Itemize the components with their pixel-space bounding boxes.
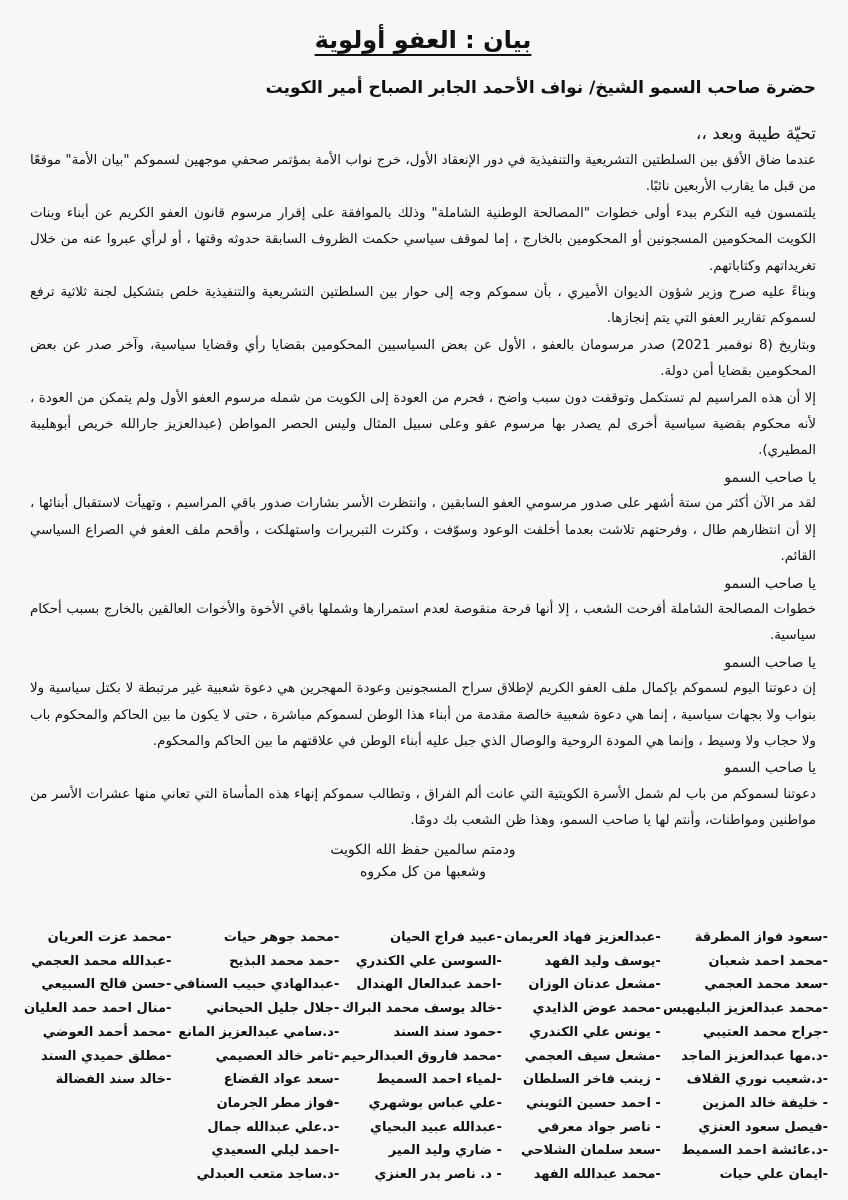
signatory-name: -جراح محمد العتيبي bbox=[702, 1024, 828, 1040]
signatory-name: -محمد عوض الذايدي bbox=[532, 1001, 661, 1017]
signatory-name: -د.عائشة احمد السميط bbox=[681, 1143, 828, 1159]
body-paragraph: إلا أن هذه المراسيم لم تستكمل وتوقفت دون سبب واضح ، فحرم من العودة إلى الكويت من شمله مرسوم العفو الأول ولم يتمكن من العودة ، لأنه محكوم بقضية سياسية أخرى لم يصدر بها مرسوم عفو وعلى سبيل المثال وليس الحصر المواطن (عبدالعزيز جارالله خريص أبوهليبة المطيري). bbox=[30, 390, 816, 459]
signatory-name: -احمد عبدالعال الهندال bbox=[356, 977, 502, 993]
closing-block bbox=[30, 839, 816, 883]
signatory-column bbox=[174, 926, 340, 1187]
signatory-name: -سعود فواز المطرقة bbox=[694, 930, 828, 945]
signatory-name: -حمود سند السند bbox=[393, 1024, 502, 1040]
body-paragraph: إن دعوتنا اليوم لسموكم بإكمال ملف العفو الكريم لإطلاق سراح المسجونين وعودة المهجرين هي دعوة شعبية غير مرتبطة لا بكتل سياسية ولا بنواب ولا بجهات سياسية ، إنما هي دعوة شعبية خالصة مقدمة من أبناء هذا الوطن لسموكم مباشرة ، حتى لا يكون ما بين الحاكم والمحكوم باب ولا حجاب ولا وسيط ، وإنما هي المودة الروحية والوصال الذي جبل عليه أبناء الوطن في علاقتهم ما بين الحاكم والمحكوم. bbox=[30, 681, 816, 749]
signatory-name: -خالد سند الفضالة bbox=[55, 1072, 172, 1088]
signatory-name: -ايمان علي حيات bbox=[719, 1167, 828, 1183]
salutation-line: يا صاحب السمو bbox=[724, 469, 816, 486]
signatory-name: -ثامر خالد العصيمي bbox=[215, 1048, 340, 1064]
signatory-name: -عبدالله محمد العجمي bbox=[31, 953, 172, 969]
signatory-name: - ضاري وليد المير bbox=[388, 1143, 502, 1159]
signatory-name: -احمد ليلي السعيدي bbox=[211, 1143, 340, 1159]
body-paragraph: عندما ضاق الأفق بين السلطتين التشريعية والتنفيذية في دور الإنعقاد الأول، خرج نواب الأمة بمؤتمر صحفي موجهين لسموكم "بيان الأمة" موقعًا من قبل ما يقارب الأربعين نائبًا. bbox=[30, 153, 816, 195]
signatory-column bbox=[504, 926, 661, 1187]
salutation-line: يا صاحب السمو bbox=[724, 760, 816, 777]
signatory-name: -عبدالله عبيد البحياي bbox=[370, 1119, 502, 1135]
body-paragraph: خطوات المصالحة الشاملة أفرحت الشعب ، إلا أنها فرحة منقوصة لعدم استمرارها وشملها باقي الأخوة والأخوات العالقين بالخارج بسبب أحكام سياسية. bbox=[30, 601, 816, 644]
body-paragraph: لقد مر الآن أكثر من ستة أشهر على صدور مرسومي العفو السابقين ، وانتظرت الأسر بشارات صدور باقي المراسيم ، وتهيأت لاستقبال أبنائها ، إلا أن انتظارهم طال ، وفرحتهم تلاشت بعدما أخلفت الوعود وسوّفت ، وكثرت التبريرات واستهلكت ، وأقحم ملف العفو في الصراع السياسي القائم. bbox=[30, 496, 816, 565]
salutation-line: يا صاحب السمو bbox=[724, 654, 816, 671]
signatory-name: -سعد سلمان الشلاحي bbox=[521, 1143, 661, 1159]
signatory-name: -عبدالعزيز فهاد العريمان bbox=[503, 930, 661, 945]
signatory-name: -محمد فاروق العبدالرحيم bbox=[341, 1048, 502, 1064]
signatory-column bbox=[24, 926, 171, 1187]
greeting: تحيّة طيبة وبعد ،، bbox=[695, 124, 816, 144]
signatory-name: -جلال جليل الحيحاني bbox=[206, 1001, 340, 1017]
signatory-name: -محمد عزت العريان bbox=[47, 930, 172, 945]
body-paragraph: يلتمسون فيه التكرم ببدء أولى خطوات "المصالحة الوطنية الشاملة" وذلك بالموافقة على إقرار مرسوم قانون العفو الكريم عن أبناء وبنات الكويت المحكومين المسجونين أو المحكومين بالخارج ، إما لموقف سياسي حكمت الظروف السابقة حدوثه وقتها ، أو لرأي عبروا عنه من خلال تغريداتهم وكتاباتهم. bbox=[30, 205, 816, 274]
signatory-name: -فيصل سعود العنزي bbox=[698, 1119, 828, 1135]
signatory-name: -حمد محمد البذيح bbox=[229, 953, 340, 969]
signatory-name: -د.مها عبدالعزيز الماجد bbox=[681, 1048, 828, 1064]
signatory-name: -د.شعيب نوري القلاف bbox=[686, 1072, 828, 1088]
signatory-name: -محمد أحمد العوضي bbox=[42, 1024, 172, 1040]
signatory-name: -مشعل عدنان الوزان bbox=[528, 977, 661, 993]
signatory-name: - ناصر جواد معرفي bbox=[537, 1119, 661, 1135]
signatory-name: -د.سامي عبدالعزيز المانع bbox=[178, 1024, 340, 1040]
signatory-name: -سعد محمد العجمي bbox=[704, 977, 828, 993]
salutation-line: يا صاحب السمو bbox=[724, 575, 816, 592]
signatory-name: -د.علي عبدالله جمال bbox=[207, 1119, 340, 1135]
statement-title: بيان : العفو أولوية bbox=[314, 26, 532, 54]
signatory-name: -حسن فالح السبيعي bbox=[41, 977, 172, 993]
signatory-name: - خليفة خالد المزين bbox=[702, 1095, 828, 1111]
signatory-column bbox=[663, 926, 828, 1187]
signatory-name: - يونس علي الكندري bbox=[529, 1024, 661, 1040]
signatories-list bbox=[24, 926, 828, 1187]
signatory-name: - احمد حسين الثويني bbox=[526, 1095, 661, 1111]
body-paragraph: وبتاريخ (8 نوفمبر 2021) صدر مرسومان بالعفو ، الأول عن بعض السياسيين المحكومين بقضايا رأي وقضايا سياسية، وآخر صدر عن بعض المحكومين بقضايا أمن دولة. bbox=[30, 337, 816, 380]
signatory-name: -محمد جوهر حيات bbox=[223, 930, 340, 945]
closing-line: وشعبها من كل مكروه bbox=[359, 863, 486, 880]
body-paragraph: دعوتنا لسموكم من باب لم شمل الأسرة الكويتية التي عانت ألم الفراق ، وتطالب سموكم إنهاء هذه المأساة التي تعاني منها عشرات الأسر من مواطنين ومواطنات، وأنتم لها يا صاحب السمو، وهذا ظن الشعب بك دومًا. bbox=[30, 786, 816, 829]
signatory-name: -منال احمد حمد العليان bbox=[24, 1001, 172, 1017]
signatory-name: -لمياء احمد السميط bbox=[376, 1072, 502, 1088]
signatory-name: - د. ناصر بدر العنزي bbox=[374, 1167, 502, 1183]
signatory-name: -مشعل سيف العجمي bbox=[524, 1048, 661, 1064]
signatory-name: -السوسن علي الكندري bbox=[355, 953, 502, 969]
body-paragraph: وبناءً عليه صرح وزير شؤون الديوان الأميري ، بأن سموكم وجه إلى حوار بين السلطتين التشريعية والتنفيذية خلص بتشكيل لجنة ثلاثية ترفع لسموكم تقارير العفو التي يتم إنجازها. bbox=[30, 285, 816, 327]
signatory-name: -محمد عبدالعزيز البليهيس bbox=[662, 1001, 828, 1017]
signatory-name: -عبيد فراج الحيان bbox=[389, 930, 502, 945]
signatory-name: -د.ساجد متعب العبدلي bbox=[196, 1167, 340, 1183]
signatory-name: -مطلق حميدي السند bbox=[41, 1048, 172, 1064]
statement-body bbox=[30, 148, 816, 835]
signatory-name: -عبدالهادي حبيب السنافي bbox=[173, 977, 340, 993]
signatory-name: - زينب فاخر السلطان bbox=[523, 1072, 661, 1088]
addressee-line: حضرة صاحب السمو الشيخ/ نواف الأحمد الجابر الصباح أمير الكويت bbox=[265, 78, 816, 98]
signatory-name: -محمد عبدالله الفهد bbox=[533, 1167, 661, 1183]
signatory-name: -خالد يوسف محمد البراك bbox=[342, 1001, 502, 1017]
signatory-name: -علي عباس بوشهري bbox=[368, 1095, 502, 1111]
signatory-name: -فواز مطر الجرمان bbox=[216, 1095, 340, 1111]
signatory-name: -سعد عواد القضاع bbox=[223, 1072, 340, 1088]
closing-line: ودمتم سالمين حفظ الله الكويت bbox=[330, 841, 516, 858]
signatory-name: -يوسف وليد الفهد bbox=[544, 953, 661, 969]
signatory-name: -محمد احمد شعبان bbox=[708, 953, 828, 969]
signatory-column bbox=[341, 926, 501, 1187]
